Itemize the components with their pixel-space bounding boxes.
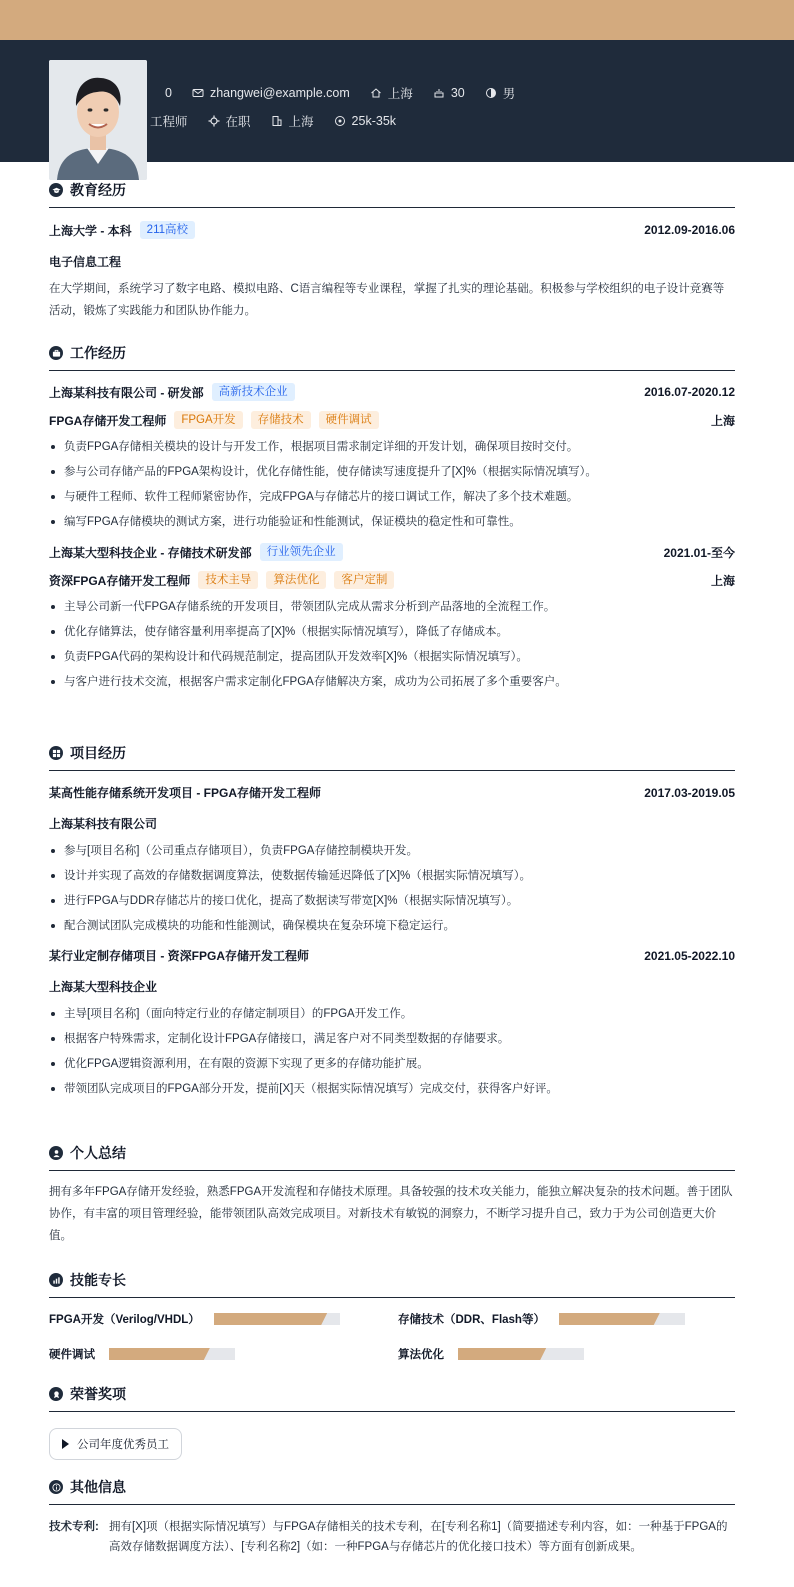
gender-item xyxy=(485,84,516,102)
job-company-row xyxy=(49,543,735,561)
job-role: 资深FPGA存储开发工程师 xyxy=(49,573,191,588)
play-icon xyxy=(62,1439,69,1449)
list-item: 编写FPGA存储模块的测试方案，进行功能验证和性能测试，保证模块的稳定性和可靠性。 xyxy=(49,514,735,530)
education-header xyxy=(49,180,735,208)
role-tag: 存储技术 xyxy=(251,411,311,429)
company-tag: 高新技术企业 xyxy=(212,383,295,401)
role-tag: 算法优化 xyxy=(266,571,326,589)
list-item: 负责FPGA代码的架构设计和代码规范制定，提高团队开发效率[X]%（根据实际情况填写）。 xyxy=(49,649,735,665)
top-accent-strip xyxy=(0,0,794,40)
status-icon xyxy=(208,115,220,127)
skill-bar xyxy=(214,1313,340,1325)
projects-header xyxy=(49,743,735,771)
award-icon xyxy=(49,1387,63,1401)
chart-icon xyxy=(49,1273,63,1287)
skill-bar xyxy=(109,1348,235,1360)
skill-name: FPGA开发（Verilog/VHDL） xyxy=(49,1314,200,1326)
project-name: 某行业定制存储项目 - 资深FPGA存储开发工程师 xyxy=(49,949,309,963)
job-duties xyxy=(49,599,735,690)
project-item xyxy=(49,784,735,934)
summary-title: 个人总结 xyxy=(70,1145,126,1161)
skill-item xyxy=(49,1311,340,1327)
list-item: 进行FPGA与DDR存储芯片的接口优化，提高了数据读写带宽[X]%（根据实际情况填写）。 xyxy=(49,893,735,909)
list-item: 优化存储算法，使存储容量利用率提高了[X]%（根据实际情况填写），降低了存储成本。 xyxy=(49,624,735,640)
skill-bar-fill xyxy=(458,1348,546,1360)
project-row xyxy=(49,947,735,964)
contact-row xyxy=(165,84,515,102)
age-item xyxy=(433,86,465,100)
project-name: 某高性能存储系统开发项目 - FPGA存储开发工程师 xyxy=(49,786,321,800)
email-item xyxy=(192,86,350,100)
role-tag: FPGA开发 xyxy=(174,411,242,429)
project-date: 2021.05-2022.10 xyxy=(644,948,735,963)
gender-icon xyxy=(485,87,497,99)
list-item: 带领团队完成项目的FPGA部分开发，提前[X]天（根据实际情况填写）完成交付，获得客户好评。 xyxy=(49,1081,735,1097)
job-date: 2021.01-至今 xyxy=(663,545,735,560)
other-section xyxy=(49,1477,735,1557)
education-section xyxy=(49,180,735,322)
list-item: 主导[项目名称]（面向特定行业的存储定制项目）的FPGA开发工作。 xyxy=(49,1006,735,1022)
info-icon xyxy=(49,1480,63,1494)
job-role-row xyxy=(49,571,735,589)
user-icon xyxy=(49,1146,63,1160)
phone-item xyxy=(165,86,172,100)
list-item: 设计并实现了高效的存储数据调度算法，使数据传输延迟降低了[X]%（根据实际情况填写）。 xyxy=(49,868,735,884)
email-value: zhangwei@example.com xyxy=(209,86,350,100)
job-duties xyxy=(49,439,735,530)
salary-value: 25k-35k xyxy=(351,114,397,128)
status-item xyxy=(208,112,251,130)
company-tag: 行业领先企业 xyxy=(260,543,343,561)
salary-icon xyxy=(334,115,346,127)
home-icon xyxy=(370,87,382,99)
skills-header xyxy=(49,1270,735,1298)
other-title: 其他信息 xyxy=(70,1479,126,1495)
school-tag: 211高校 xyxy=(140,221,195,239)
work-title: 工作经历 xyxy=(70,345,126,361)
award-item xyxy=(49,1428,182,1460)
list-item: 参与[项目名称]（公司重点存储项目），负责FPGA存储控制模块开发。 xyxy=(49,843,735,859)
phone-value: 0 xyxy=(165,86,172,100)
award-name: 公司年度优秀员工 xyxy=(77,1439,169,1451)
role-tag: 技术主导 xyxy=(198,571,258,589)
job-info-row xyxy=(150,112,396,130)
job-city: 上海 xyxy=(710,413,735,428)
skills-section xyxy=(49,1270,735,1390)
project-duties xyxy=(49,1006,735,1097)
briefcase-icon xyxy=(49,346,63,360)
skill-bar-fill xyxy=(109,1348,210,1360)
education-desc: 在大学期间，系统学习了数字电路、模拟电路、C语言编程等专业课程，掌握了扎实的理论基础。积极参与学校组织的电子设计竞赛等活动，锻炼了实践能力和团队协作能力。 xyxy=(49,283,725,317)
school-name: 上海大学 - 本科 xyxy=(49,223,132,238)
skill-bar-fill xyxy=(214,1313,327,1325)
list-item: 与硬件工程师、软件工程师紧密协作，完成FPGA与存储芯片的接口调试工作，解决了多个技术难题。 xyxy=(49,489,735,505)
skill-name: 算法优化 xyxy=(398,1349,444,1361)
awards-header xyxy=(49,1384,735,1412)
skill-item xyxy=(398,1346,584,1362)
age-value: 30 xyxy=(450,86,465,100)
project-org: 上海某大型科技企业 xyxy=(49,980,158,994)
list-item: 与客户进行技术交流，根据客户需求定制化FPGA存储解决方案，成功为公司拓展了多个重要客户。 xyxy=(49,674,735,690)
city-value: 上海 xyxy=(288,115,314,129)
job-date: 2016.07-2020.12 xyxy=(644,385,735,399)
list-item: 主导公司新一代FPGA存储系统的开发项目，带领团队完成从需求分析到产品落地的全流程工作。 xyxy=(49,599,735,615)
salary-item xyxy=(334,114,396,128)
skill-bar-fill xyxy=(559,1313,660,1325)
projects-title: 项目经历 xyxy=(70,745,126,761)
major-name: 电子信息工程 xyxy=(49,255,122,269)
project-row xyxy=(49,784,735,801)
work-section xyxy=(49,343,735,699)
list-item: 参与公司存储产品的FPGA架构设计，优化存储性能，使存储读写速度提升了[X]%（根据实际情况填写）。 xyxy=(49,464,735,480)
graduation-cap-icon xyxy=(49,183,63,197)
skill-bar xyxy=(458,1348,584,1360)
list-item: 配合测试团队完成模块的功能和性能测试，确保模块在复杂环境下稳定运行。 xyxy=(49,918,735,934)
skill-bar xyxy=(559,1313,685,1325)
mail-icon xyxy=(192,87,204,99)
job-role-row xyxy=(49,411,735,429)
job-role: FPGA存储开发工程师 xyxy=(49,413,167,428)
skill-name: 硬件调试 xyxy=(49,1349,95,1361)
role-tag: 硬件调试 xyxy=(319,411,379,429)
home-item xyxy=(370,84,413,102)
summary-header xyxy=(49,1143,735,1171)
project-duties xyxy=(49,843,735,934)
awards-section xyxy=(49,1384,735,1460)
other-header xyxy=(49,1477,735,1505)
skill-item xyxy=(398,1311,685,1327)
job-item xyxy=(49,543,735,690)
role-tag: 客户定制 xyxy=(334,571,394,589)
work-header xyxy=(49,343,735,371)
building-icon xyxy=(271,115,283,127)
summary-section xyxy=(49,1143,735,1247)
gender-value: 男 xyxy=(502,87,516,101)
projects-section xyxy=(49,743,735,1106)
patent-label: 技术专利: xyxy=(49,1521,99,1533)
avatar xyxy=(49,60,147,180)
job-city: 上海 xyxy=(710,573,735,588)
grid-icon xyxy=(49,746,63,760)
cake-icon xyxy=(433,87,445,99)
project-org: 上海某科技有限公司 xyxy=(49,817,158,831)
home-value: 上海 xyxy=(387,87,413,101)
company-name: 上海某大型科技企业 - 存储技术研发部 xyxy=(49,545,252,560)
summary-text: 拥有多年FPGA存储开发经验，熟悉FPGA开发流程和存储技术原理。具备较强的技术攻关能力，能独立解决复杂的技术问题。善于团队协作，有丰富的项目管理经验，能带领团队高效完成项目。对新技术有敏锐的洞察力，不断学习提升自己，致力于为公司创造更大价值。 xyxy=(49,1186,733,1242)
list-item: 优化FPGA逻辑资源利用，在有限的资源下实现了更多的存储功能扩展。 xyxy=(49,1056,735,1072)
list-item: 根据客户特殊需求，定制化设计FPGA存储接口，满足客户对不同类型数据的存储要求。 xyxy=(49,1031,735,1047)
job-company-row xyxy=(49,383,735,401)
job-item xyxy=(49,383,735,530)
position-item xyxy=(150,112,188,130)
education-date: 2012.09-2016.06 xyxy=(644,223,735,237)
education-row xyxy=(49,221,735,239)
city-item xyxy=(271,112,314,130)
education-title: 教育经历 xyxy=(70,182,126,198)
list-item: 负责FPGA存储相关模块的设计与开发工作，根据项目需求制定详细的开发计划，确保项目按时交付。 xyxy=(49,439,735,455)
project-date: 2017.03-2019.05 xyxy=(644,785,735,800)
skill-item xyxy=(49,1346,235,1362)
company-name: 上海某科技有限公司 - 研发部 xyxy=(49,385,204,400)
project-item xyxy=(49,947,735,1097)
awards-title: 荣誉奖项 xyxy=(70,1386,126,1402)
skill-name: 存储技术（DDR、Flash等） xyxy=(398,1314,545,1326)
patent-text: 拥有[X]项（根据实际情况填写）与FPGA存储相关的技术专利，在[专利名称1]（简要描述专利内容，如：一种基于FPGA的高效存储数据调度方法）、[专利名称2]（如：一种FPGA与存储芯片的优化接口技术）等方面有创新成果。 xyxy=(109,1521,728,1553)
patent-row xyxy=(49,1517,735,1557)
skills-title: 技能专长 xyxy=(70,1272,126,1288)
position-value: 工程师 xyxy=(150,115,188,129)
status-value: 在职 xyxy=(225,115,251,129)
